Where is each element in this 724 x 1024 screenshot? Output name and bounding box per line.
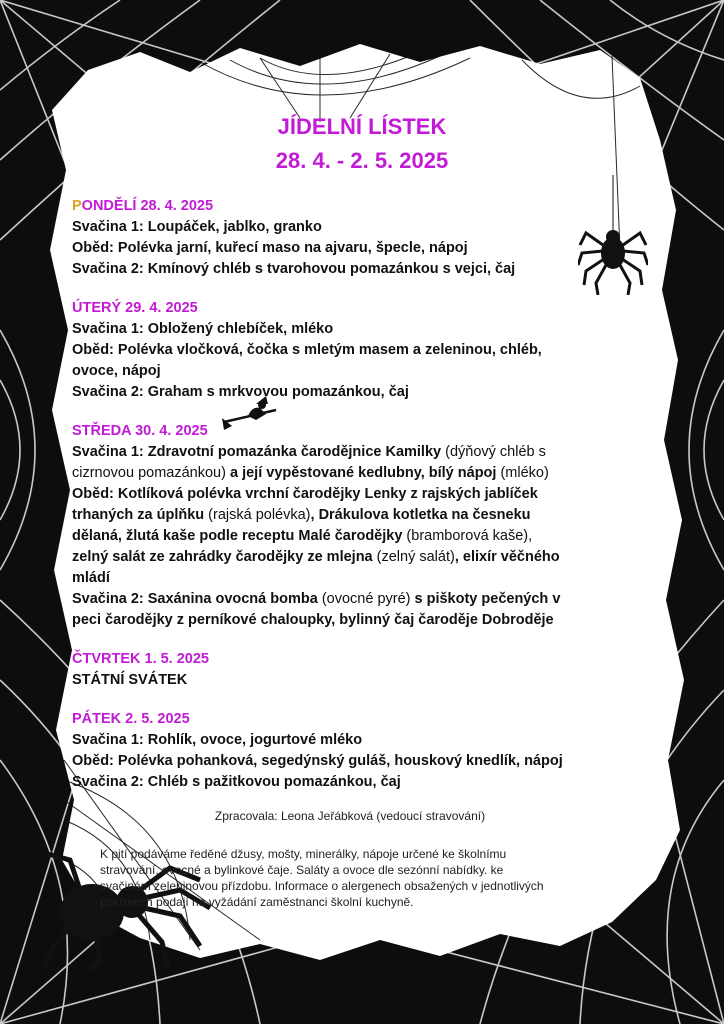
menu-lines [72, 319, 662, 403]
menu-text: s piškoty pečených v [410, 591, 561, 607]
menu-line [72, 382, 662, 403]
menu-lines [72, 442, 662, 631]
menu-text: ovoce, nápoj [72, 363, 161, 379]
note-line: K pití podáváme ředěné džusy, mošty, minerálky, nápoje určené ke školnímu [100, 847, 507, 861]
drinks-allergen-note [90, 846, 610, 910]
menu-text: dělaná, žlutá kaše podle receptu Malé čarodějky [72, 528, 403, 544]
note-line: stravování, ovocné a bylinkové čaje. Saláty a ovoce dle sezónní nabídky. ke [100, 863, 504, 877]
menu-text: mládí [72, 570, 110, 586]
menu-text: Oběd: Polévka pohanková, segedýnský guláš, houskový knedlík, nápoj [72, 753, 563, 769]
menu-text-plain: (dýňový chléb s [441, 444, 546, 460]
menu-text: Svačina 2: Graham s mrkvovou pomazánkou, čaj [72, 384, 409, 400]
day-section-friday [72, 709, 662, 793]
menu-text-plain: cizrnovou pomazánkou) [72, 465, 226, 481]
menu-text: STÁTNÍ SVÁTEK [72, 672, 188, 688]
menu-lines [72, 730, 662, 793]
menu-text-plain: (bramborová kaše), [402, 528, 533, 544]
menu-text-plain: (zelný salát) [372, 549, 455, 565]
menu-line [72, 505, 662, 526]
menu-text: Oběd: Polévka jarní, kuřecí maso na ajvaru, špecle, nápoj [72, 240, 468, 256]
menu-text: Svačina 1: Rohlík, ovoce, jogurtové mléko [72, 732, 363, 748]
menu-text-plain: (mléko) [496, 465, 549, 481]
day-heading: ČTVRTEK 1. 5. 2025 [72, 651, 209, 667]
menu-text: Svačina 1: Zdravotní pomazánka čarodějnice Kamilky [72, 444, 442, 460]
menu-text: Oběd: Polévka vločková, čočka s mletým masem a zeleninou, chléb, [72, 342, 542, 358]
menu-line [72, 259, 662, 280]
menu-line [72, 772, 662, 793]
menu-lines [72, 217, 662, 280]
day-heading-rest: ONDĚLÍ 28. 4. 2025 [81, 198, 214, 214]
menu-text: Svačina 2: Chléb s pažitkovou pomazánkou, čaj [72, 774, 401, 790]
menu-line [72, 340, 662, 361]
menu-text: , elixír věčného [454, 549, 560, 565]
page-title: JÍDELNÍ LÍSTEK [277, 114, 447, 139]
menu-line [72, 217, 662, 238]
menu-text: a její vypěstované kedlubny, bílý nápoj [225, 465, 497, 481]
menu-line [72, 589, 662, 610]
menu-line [72, 568, 662, 589]
menu-line [72, 238, 662, 259]
menu-line [72, 319, 662, 340]
menu-text: trhaných za úplňku [72, 507, 205, 523]
menu-document [72, 110, 662, 793]
menu-text: Svačina 1: Obložený chlebíček, mléko [72, 321, 334, 337]
day-section-monday [72, 196, 662, 280]
menu-text: peci čarodějky z perníkové chaloupky, bylinný čaj čaroděje Dobroděje [72, 612, 554, 628]
menu-text: zelný salát ze zahrádky čarodějky ze mlejna [72, 549, 373, 565]
footer [90, 808, 610, 910]
menu-line [72, 670, 662, 691]
menu-line [72, 751, 662, 772]
menu-text: Svačina 1: Loupáček, jablko, granko [72, 219, 322, 235]
day-section-wednesday [72, 421, 662, 631]
menu-text: Svačina 2: Kmínový chléb s tvarohovou pomazánkou s vejci, čaj [72, 261, 516, 277]
day-heading: STŘEDA 30. 4. 2025 [72, 423, 208, 439]
menu-text: Oběd: Kotlíková polévka vrchní čarodějky Lenky z rajských jablíček [72, 486, 538, 502]
day-heading-initial: P [72, 198, 82, 214]
menu-line [72, 730, 662, 751]
day-heading [72, 196, 662, 217]
day-heading: PÁTEK 2. 5. 2025 [72, 711, 190, 727]
menu-text: Svačina 2: Saxánina ovocná bomba [72, 591, 318, 607]
author-credit: Zpracovala: Leona Jeřábková (vedoucí stravování) [214, 809, 486, 823]
menu-text-plain: (rajská polévka) [204, 507, 311, 523]
menu-text: , Drákulova kotletka na česneku [310, 507, 531, 523]
note-line: pokrmech podají na vyžádání zaměstnanci školní kuchyně. [100, 895, 414, 909]
date-range: 28. 4. - 2. 5. 2025 [275, 148, 449, 173]
menu-line [72, 442, 662, 463]
day-section-thursday [72, 649, 662, 691]
menu-lines [72, 670, 662, 691]
menu-text-plain: (ovocné pyré) [317, 591, 411, 607]
day-heading: ÚTERÝ 29. 4. 2025 [72, 300, 198, 316]
menu-line [72, 547, 662, 568]
menu-line [72, 526, 662, 547]
note-line: svačinám zeleninovou přízdobu. Informace o alergenech obsažených v jednotlivých [100, 879, 544, 893]
day-section-tuesday [72, 298, 662, 403]
menu-line [72, 610, 662, 631]
menu-line [72, 484, 662, 505]
menu-line [72, 463, 662, 484]
menu-line [72, 361, 662, 382]
